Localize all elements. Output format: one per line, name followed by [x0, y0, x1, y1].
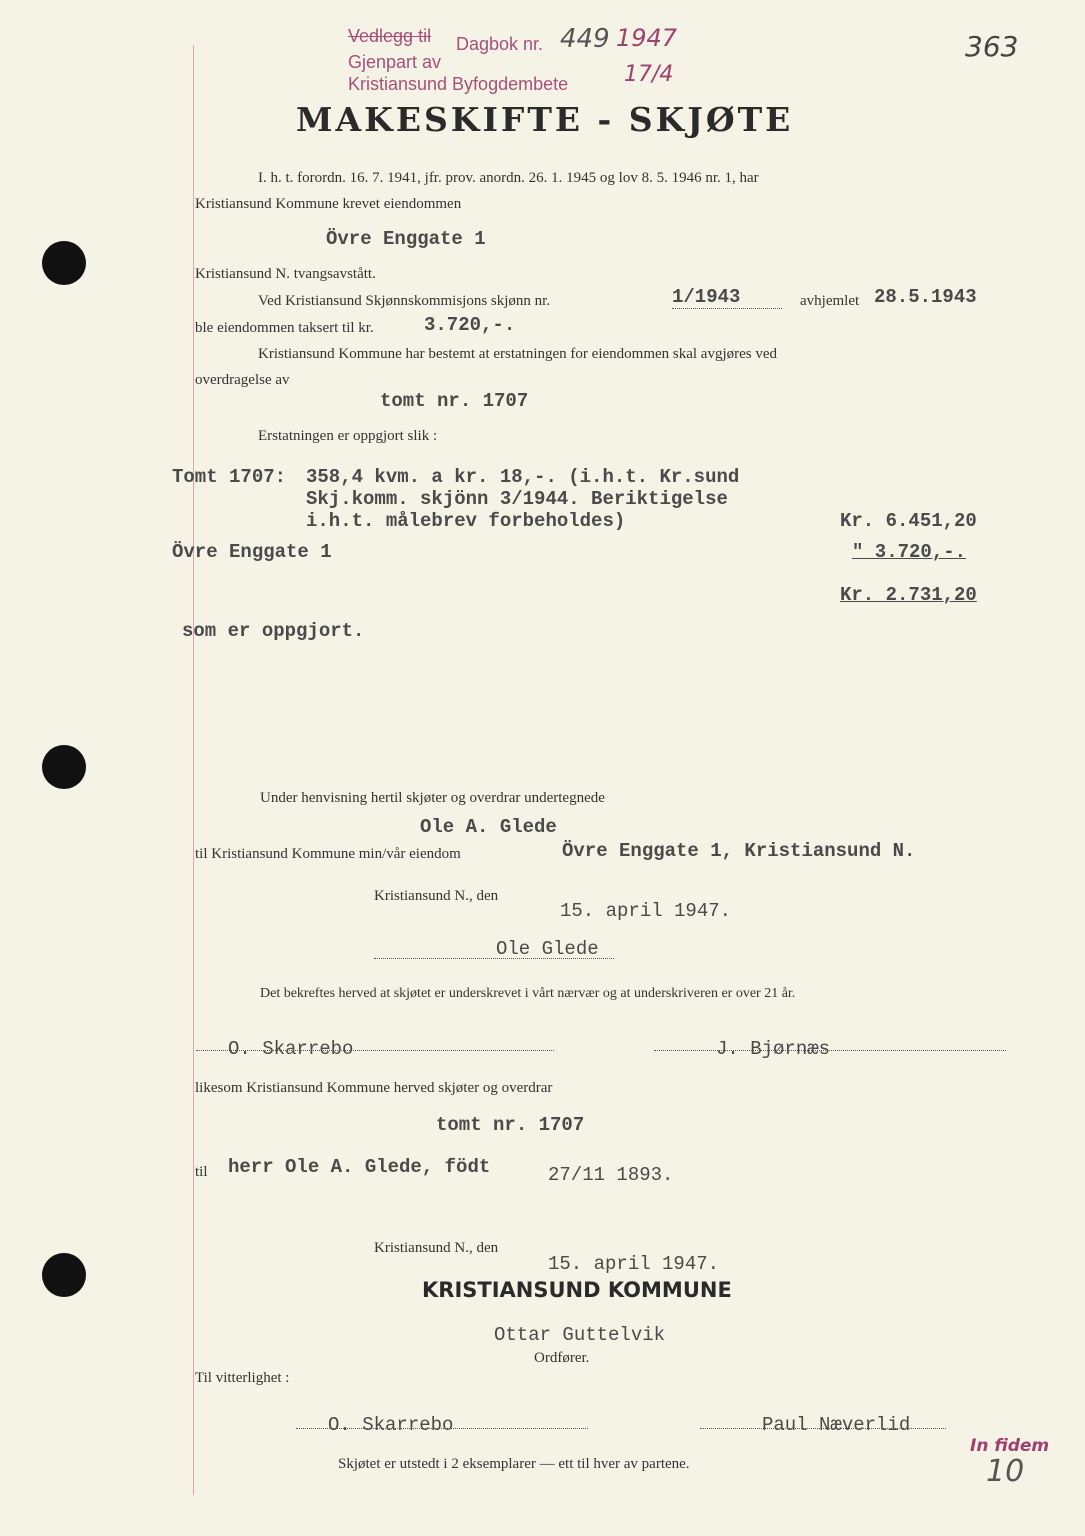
footer-witness-2: Paul Næverlid [762, 1414, 911, 1436]
municipality-place: Kristiansund N., den [374, 1240, 499, 1256]
punch-hole-bottom [42, 1253, 86, 1297]
recipient: herr Ole A. Glede, födt [228, 1156, 491, 1178]
footer-witness-2-dotline [700, 1428, 946, 1429]
intro-line-3: Kristiansund N. tvangsavstått. [195, 266, 376, 282]
tomt-line-2: Skj.komm. skjönn 3/1944. Beriktigelse [306, 488, 728, 510]
birth-date: 27/11 1893. [548, 1164, 674, 1186]
transfer-name: Ole A. Glede [420, 816, 557, 838]
transfer-line-1: Under henvisning hertil skjøter og overdrar undertegnede [260, 790, 605, 806]
avhjemlet-date: 28.5.1943 [874, 286, 977, 308]
dagbok-year: 1947 [616, 24, 678, 52]
tomt-amount: Kr. 6.451,20 [840, 510, 977, 532]
page-number: 363 [965, 30, 1019, 63]
corner-note: In fidem [970, 1436, 1050, 1456]
vitterlighet-label: Til vitterlighet : [195, 1370, 290, 1386]
witness-statement: Det bekreftes herved at skjøtet er underskrevet i vårt nærvær og at underskriveren er over 21 år. [260, 986, 796, 1001]
stamp-byfogd: Kristiansund Byfogdembete [348, 74, 569, 94]
intro-line-4b: avhjemlet [800, 293, 860, 309]
footer-note: Skjøtet er utstedt i 2 eksemplarer — ett til hver av partene. [338, 1456, 690, 1472]
footer-witness-1-dotline [296, 1428, 588, 1429]
property-name: Övre Enggate 1 [326, 228, 486, 250]
transfer-place: Kristiansund N., den [374, 888, 499, 904]
stamp-dagbok: Dagbok nr. [456, 34, 544, 54]
municipality-line-1: likesom Kristiansund Kommune herved skjøter og overdrar [195, 1080, 553, 1096]
stamp-gjenpart: Gjenpart av [348, 52, 442, 72]
skjonn-dotline [672, 308, 782, 309]
transfer-signature: Ole Glede [496, 938, 599, 960]
margin-line [193, 45, 194, 1495]
transfer-line-2: til Kristiansund Kommune min/vår eiendom [195, 846, 461, 862]
intro-line-6: Kristiansund Kommune har bestemt at erstatningen for eiendommen skal avgjøres ved [258, 346, 778, 362]
municipality-til: til [195, 1164, 208, 1180]
intro-line-7: overdragelse av [195, 372, 290, 388]
property-amount: " 3.720,-. [852, 541, 967, 563]
transfer-property: Övre Enggate 1, Kristiansund N. [562, 840, 916, 862]
tomt-number: tomt nr. 1707 [380, 390, 529, 412]
takst-amount: 3.720,-. [424, 314, 516, 336]
page-title: MAKESKIFTE - SKJØTE [296, 100, 794, 139]
tomt-line-1: 358,4 kvm. a kr. 18,-. (i.h.t. Kr.sund [306, 466, 740, 488]
footer-witness-1: O. Skarrebo [328, 1414, 454, 1436]
mayor-title: Ordfører. [534, 1350, 590, 1366]
corner-number: 10 [986, 1454, 1025, 1489]
intro-line-8: Erstatningen er oppgjort slik : [258, 428, 438, 444]
municipality-tomt: tomt nr. 1707 [436, 1114, 585, 1136]
intro-line-2: Kristiansund Kommune krevet eiendommen [195, 196, 462, 212]
property-label: Övre Enggate 1 [172, 541, 332, 563]
signature-dotline [374, 958, 614, 959]
transfer-date: 15. april 1947. [560, 900, 732, 922]
tomt-line-3: i.h.t. målebrev forbeholdes) [306, 510, 626, 532]
settlement-closing: som er oppgjort. [182, 620, 365, 642]
witness-1: O. Skarrebo [228, 1038, 354, 1060]
municipality-date: 15. april 1947. [548, 1253, 720, 1275]
witness-2: J. Bjørnæs [716, 1038, 831, 1060]
tomt-label: Tomt 1707: [172, 466, 287, 488]
intro-line-1: I. h. t. forordn. 16. 7. 1941, jfr. prov. anordn. 26. 1. 1945 og lov 8. 5. 1946 nr. 1, har [258, 170, 759, 186]
mayor-name: Ottar Guttelvik [494, 1324, 666, 1346]
skjonn-number: 1/1943 [672, 286, 741, 308]
dagbok-number: 449 [560, 24, 610, 54]
intro-line-4a: Ved Kristiansund Skjønnskommisjons skjønn nr. [258, 293, 551, 309]
stamp-vedlegg: Vedlegg til [348, 26, 432, 46]
witness-2-dotline [654, 1050, 1006, 1051]
total-amount: Kr. 2.731,20 [840, 584, 977, 606]
stamp-date: 17/4 [624, 62, 674, 87]
municipality-name: KRISTIANSUND KOMMUNE [422, 1278, 732, 1302]
intro-line-5: ble eiendommen taksert til kr. [195, 320, 374, 336]
witness-1-dotline [196, 1050, 554, 1051]
punch-hole-top [42, 241, 86, 285]
punch-hole-middle [42, 745, 86, 789]
